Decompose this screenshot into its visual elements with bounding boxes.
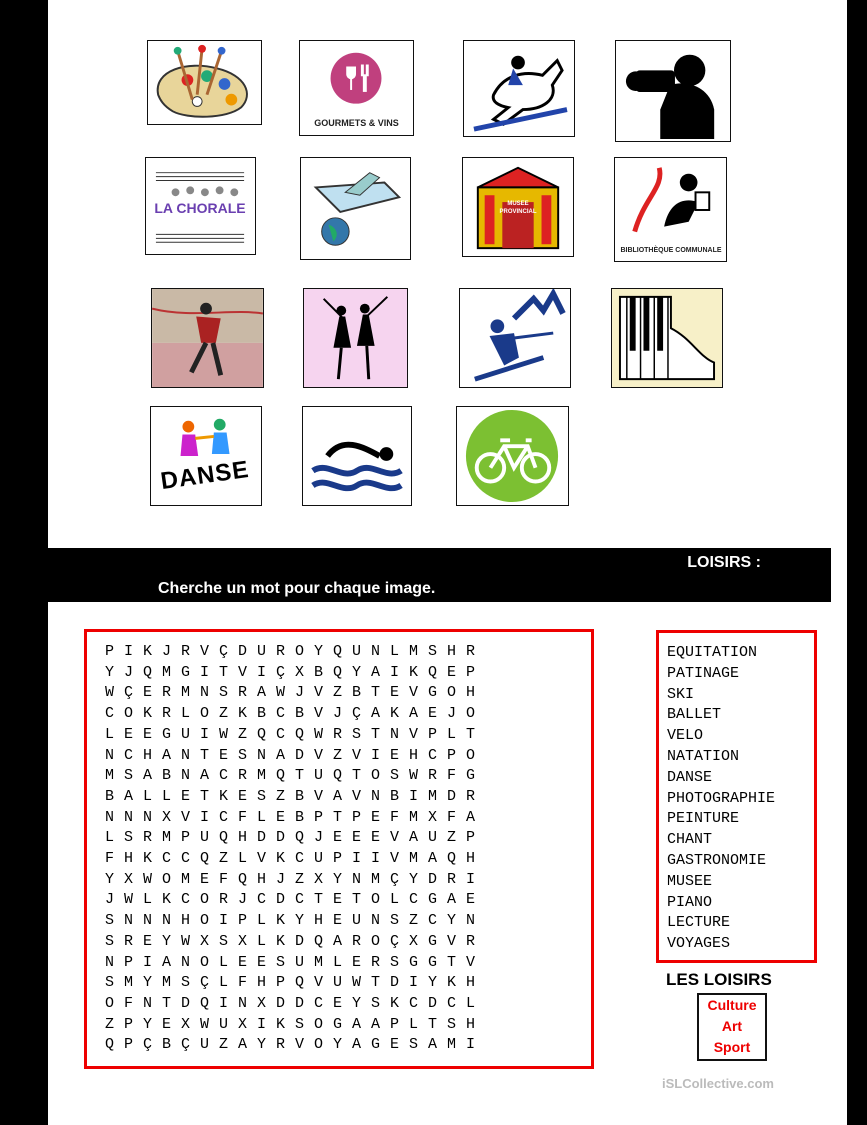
- grid-row: M S A B N A C R M Q T U Q T O S W R F G: [105, 767, 476, 785]
- grid-row: Y J Q M G I T V I Ç X B Q Y A I K Q E P: [105, 663, 476, 681]
- word-list-box: [656, 630, 817, 963]
- museum-label: MUSEE PROVINCIAL: [499, 201, 537, 215]
- grid-row: W Ç E R M N S R A W J V Z B T E V G O H: [105, 684, 476, 702]
- library-label: BIBLIOTHÈQUE COMMUNALE: [620, 247, 722, 254]
- painting-palette-picture: [147, 40, 262, 125]
- word-list-item: CHANT: [667, 831, 713, 849]
- grid-row: Y X W O M E F Q H J Z X Y N M Ç Y D R I: [105, 870, 476, 888]
- word-list-item: LECTURE: [667, 914, 731, 932]
- word-search-grid-box: [84, 629, 594, 1069]
- piano-picture: [611, 288, 723, 388]
- word-list-item: BALLET: [667, 706, 722, 724]
- category-box: [697, 993, 767, 1061]
- grid-row: N P I A N O L E E S U M L E R S G G T V: [105, 953, 476, 971]
- grid-row: S R E Y W X S X L K D Q A R O Ç X G V R: [105, 932, 476, 950]
- instruction-text: Cherche un mot pour chaque image.: [158, 580, 436, 597]
- wine-label: GOURMETS & VINS: [314, 118, 399, 128]
- horse-riding-picture: [463, 40, 575, 137]
- dance-label: DANSE: [158, 455, 251, 496]
- title-banner: [48, 548, 831, 602]
- category-art: Art: [721, 1018, 743, 1034]
- skating-picture: [151, 288, 264, 388]
- grid-row: O F N T D Q I N X D D C E Y S K C D C L: [105, 994, 476, 1012]
- grid-row: J W L K C O R J C D C T E T O L C G A E: [105, 891, 476, 909]
- grid-row: F H K C C Q Z L V K C U P I I V M A Q H: [105, 850, 476, 868]
- word-list-item: GASTRONOMIE: [667, 851, 767, 869]
- grid-row: P I K J R V Ç D U R O Y Q U N L M S H R: [105, 643, 476, 660]
- grid-row: L E E G U I W Z Q C Q W R S T N V P L T: [105, 725, 476, 743]
- category-culture: Culture: [707, 997, 757, 1013]
- word-list: [667, 643, 775, 955]
- swimming-picture: [302, 406, 412, 506]
- word-list-item: DANSE: [667, 768, 713, 786]
- word-list-item: PEINTURE: [667, 810, 740, 828]
- word-search-grid: [105, 642, 476, 1056]
- grid-row: S M Y M S Ç L F H P Q V U W T D I Y K H: [105, 974, 476, 992]
- word-list-item: SKI: [667, 685, 695, 703]
- choir-label: LA CHORALE: [154, 200, 246, 216]
- legend-title: LES LOISIRS: [666, 970, 772, 989]
- skiing-picture: [459, 288, 571, 388]
- word-list-item: PIANO: [667, 893, 713, 911]
- word-list-item: MUSEE: [667, 872, 713, 890]
- travel-plane-picture: [300, 157, 411, 260]
- worksheet-title: LOISIRS :: [687, 554, 761, 571]
- grid-row: C O K R L O Z K B C B V J Ç A K A E J O: [105, 705, 476, 723]
- category-sport: Sport: [713, 1039, 751, 1055]
- grid-row: B A L L E T K E S Z B V A V N B I M D R: [105, 787, 476, 805]
- grid-row: Z P Y E X W U X I K S O G A A P L T S H: [105, 1015, 476, 1033]
- word-list-item: PHOTOGRAPHIE: [667, 789, 776, 807]
- grid-row: N C H A N T E S N A D V Z V I E H C P O: [105, 746, 476, 764]
- word-list-item: VELO: [667, 727, 704, 745]
- grid-row: L S R M P U Q H D D Q J E E E V A U Z P: [105, 829, 476, 847]
- word-list-item: NATATION: [667, 747, 740, 765]
- word-list-item: EQUITATION: [667, 644, 758, 661]
- ballet-picture: [303, 288, 408, 388]
- photography-picture: [615, 40, 731, 142]
- grid-row: N N N X V I C F L E B P T P E F M X F A: [105, 808, 476, 826]
- word-list-item: VOYAGES: [667, 935, 731, 953]
- cycling-picture: [456, 406, 569, 506]
- word-list-item: PATINAGE: [667, 664, 740, 682]
- site-credit: iSLCollective.com: [662, 1076, 774, 1091]
- grid-row: Q P Ç B Ç U Z A Y R V O Y A G E S A M I: [105, 1036, 476, 1054]
- grid-row: S N N N H O I P L K Y H E U N S Z C Y N: [105, 912, 476, 930]
